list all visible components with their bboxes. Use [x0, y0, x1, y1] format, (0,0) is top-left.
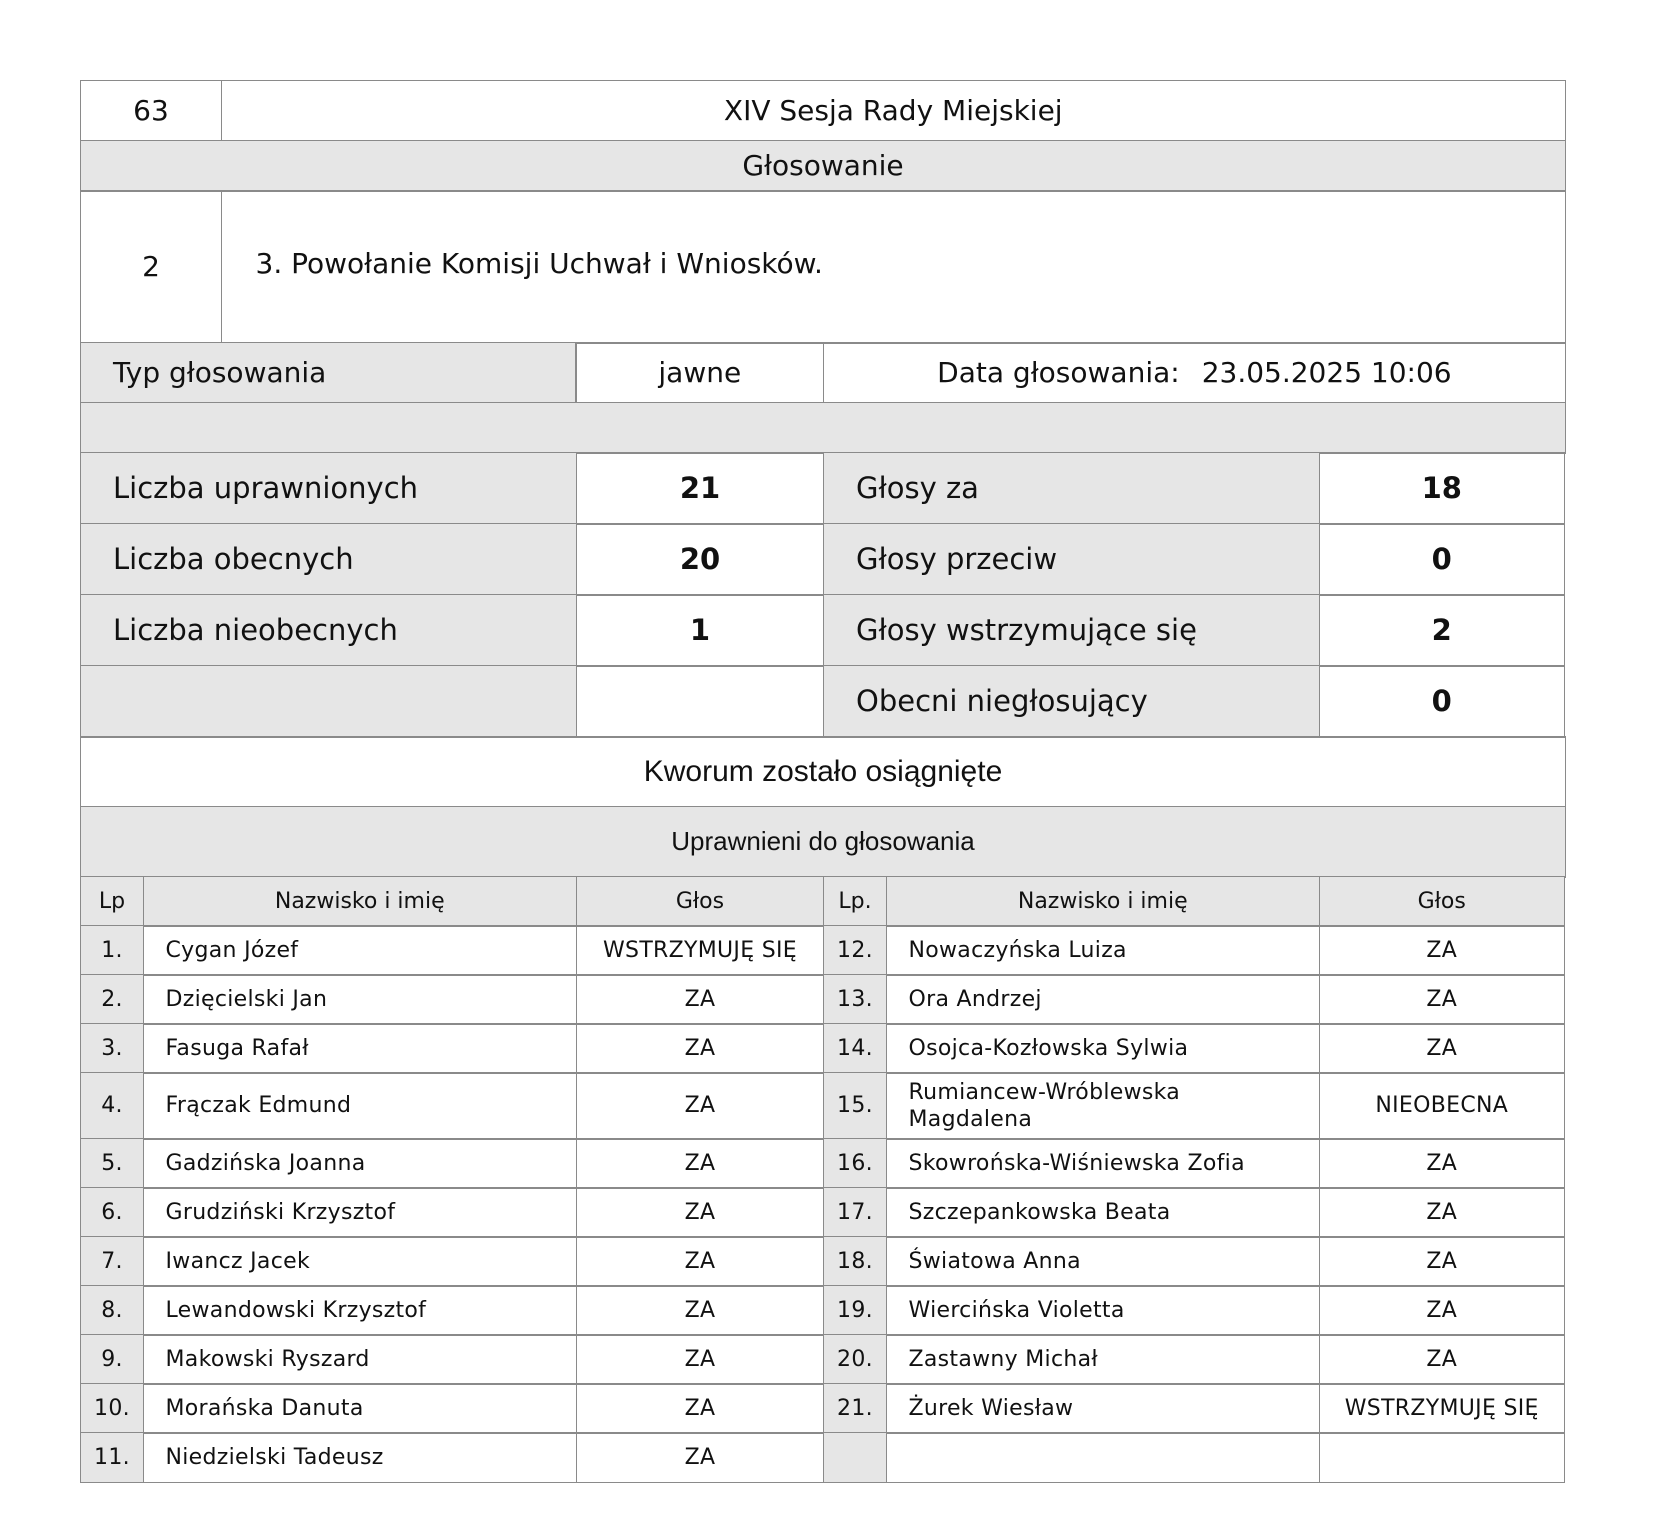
- voter-name: Morańska Danuta: [143, 1383, 578, 1434]
- stats-row-1: [80, 452, 1566, 523]
- voter-lp: 16.: [823, 1138, 887, 1189]
- table-row: [80, 1023, 1566, 1072]
- voter-lp: 6.: [80, 1187, 144, 1238]
- voter-name: Cygan Józef: [143, 925, 578, 976]
- voter-vote: ZA: [1319, 925, 1566, 976]
- voter-vote: WSTRZYMUJĘ SIĘ: [576, 925, 825, 976]
- against-value: 0: [1319, 523, 1566, 596]
- table-row: [80, 925, 1566, 974]
- table-row: [80, 1236, 1566, 1285]
- voter-name: Ora Andrzej: [886, 974, 1321, 1025]
- blank-band: [80, 402, 1566, 454]
- present-label: Liczba obecnych: [80, 523, 577, 596]
- voter-name: Żurek Wiesław: [886, 1383, 1321, 1434]
- voter-lp: 1.: [80, 925, 144, 976]
- section-row: [80, 140, 1566, 190]
- vote-type-row: [80, 342, 1566, 402]
- voter-vote: ZA: [1319, 1334, 1566, 1385]
- present-value: 20: [576, 523, 825, 596]
- voter-vote: ZA: [1319, 1138, 1566, 1189]
- eligible-label: Liczba uprawnionych: [80, 452, 577, 525]
- voter-name: Frączak Edmund: [143, 1072, 578, 1140]
- vote-date-label: Data głosowania:: [937, 356, 1180, 390]
- voter-lp: 14.: [823, 1023, 887, 1074]
- session-number: 63: [80, 80, 222, 142]
- quorum-text: Kworum zostało osiągnięte: [80, 736, 1566, 808]
- table-row: [80, 1285, 1566, 1334]
- voter-name: Fasuga Rafał: [143, 1023, 578, 1074]
- session-title: XIV Sesja Rady Miejskiej: [221, 80, 1567, 142]
- voter-lp: 11.: [80, 1432, 144, 1483]
- voter-vote: ZA: [1319, 1023, 1566, 1074]
- voter-vote: ZA: [576, 1285, 825, 1336]
- voter-lp: 17.: [823, 1187, 887, 1238]
- voter-vote: ZA: [576, 1072, 825, 1140]
- voter-lp: 5.: [80, 1138, 144, 1189]
- not-voting-label: Obecni niegłosujący: [823, 665, 1320, 738]
- voter-vote: NIEOBECNA: [1319, 1072, 1566, 1140]
- voter-lp: 20.: [823, 1334, 887, 1385]
- voter-lp: 8.: [80, 1285, 144, 1336]
- voter-name: Lewandowski Krzysztof: [143, 1285, 578, 1336]
- voters-column-headers: [80, 876, 1566, 925]
- voter-lp-empty: [823, 1432, 887, 1483]
- voter-name: Wiercińska Violetta: [886, 1285, 1321, 1336]
- voter-name: Makowski Ryszard: [143, 1334, 578, 1385]
- voters-heading-row: [80, 806, 1566, 876]
- section-label: Głosowanie: [80, 140, 1566, 192]
- voter-name: Osojca-Kozłowska Sylwia: [886, 1023, 1321, 1074]
- header-row: [80, 80, 1566, 140]
- stats-row-2: [80, 523, 1566, 594]
- col-lp-right: Lp.: [823, 876, 887, 927]
- voter-lp: 18.: [823, 1236, 887, 1287]
- stats-row-4: [80, 665, 1566, 736]
- voter-name-empty: [886, 1432, 1321, 1483]
- absent-value: 1: [576, 594, 825, 667]
- agenda-number: 2: [80, 190, 222, 344]
- voter-lp: 21.: [823, 1383, 887, 1434]
- voter-vote: ZA: [576, 974, 825, 1025]
- vote-date: [823, 342, 1566, 404]
- voter-vote: ZA: [1319, 1285, 1566, 1336]
- against-label: Głosy przeciw: [823, 523, 1320, 596]
- voter-name: Zastawny Michał: [886, 1334, 1321, 1385]
- voter-name: Szczepankowska Beata: [886, 1187, 1321, 1238]
- table-row: [80, 1138, 1566, 1187]
- for-value: 18: [1319, 452, 1566, 525]
- table-row: [80, 1187, 1566, 1236]
- voter-vote: ZA: [576, 1138, 825, 1189]
- voter-lp: 2.: [80, 974, 144, 1025]
- voter-vote: ZA: [576, 1236, 825, 1287]
- voter-lp: 4.: [80, 1072, 144, 1140]
- voting-report: [80, 80, 1566, 1481]
- col-vote-right: Głos: [1319, 876, 1566, 927]
- table-row: [80, 1432, 1566, 1481]
- empty-value-cell: [576, 665, 825, 738]
- voter-name: Niedzielski Tadeusz: [143, 1432, 578, 1483]
- voter-vote: WSTRZYMUJĘ SIĘ: [1319, 1383, 1566, 1434]
- voter-lp: 12.: [823, 925, 887, 976]
- voter-vote: ZA: [576, 1334, 825, 1385]
- voter-lp: 15.: [823, 1072, 887, 1140]
- voter-lp: 13.: [823, 974, 887, 1025]
- agenda-row: [80, 190, 1566, 342]
- voter-name: Dzięcielski Jan: [143, 974, 578, 1025]
- voter-vote: ZA: [576, 1383, 825, 1434]
- not-voting-value: 0: [1319, 665, 1566, 738]
- voter-vote: ZA: [576, 1023, 825, 1074]
- for-label: Głosy za: [823, 452, 1320, 525]
- voter-vote: ZA: [576, 1187, 825, 1238]
- voter-vote: ZA: [1319, 974, 1566, 1025]
- table-row: [80, 1383, 1566, 1432]
- agenda-item-text: 3. Powołanie Komisji Uchwał i Wniosków.: [221, 190, 1567, 344]
- table-row: [80, 1334, 1566, 1383]
- col-name-left: Nazwisko i imię: [143, 876, 578, 927]
- voter-lp: 3.: [80, 1023, 144, 1074]
- voter-name: Nowaczyńska Luiza: [886, 925, 1321, 976]
- abstain-label: Głosy wstrzymujące się: [823, 594, 1320, 667]
- table-row: [80, 974, 1566, 1023]
- voter-lp: 9.: [80, 1334, 144, 1385]
- quorum-row: [80, 736, 1566, 806]
- voter-name: Światowa Anna: [886, 1236, 1321, 1287]
- voter-vote: ZA: [576, 1432, 825, 1483]
- voters-heading: Uprawnieni do głosowania: [80, 806, 1566, 878]
- absent-label: Liczba nieobecnych: [80, 594, 577, 667]
- vote-date-value: 23.05.2025 10:06: [1201, 356, 1452, 390]
- stats-row-3: [80, 594, 1566, 665]
- blank-gray-row: [80, 402, 1566, 452]
- abstain-value: 2: [1319, 594, 1566, 667]
- eligible-value: 21: [576, 452, 825, 525]
- vote-type-value: jawne: [575, 342, 824, 404]
- col-lp-left: Lp: [80, 876, 144, 927]
- voter-name: Rumiancew-Wróblewska Magdalena: [886, 1072, 1321, 1140]
- voter-vote-empty: [1319, 1432, 1566, 1483]
- voter-name: Gadzińska Joanna: [143, 1138, 578, 1189]
- voter-vote: ZA: [1319, 1236, 1566, 1287]
- voter-name: Skowrońska-Wiśniewska Zofia: [886, 1138, 1321, 1189]
- voter-name: Iwancz Jacek: [143, 1236, 578, 1287]
- voter-lp: 10.: [80, 1383, 144, 1434]
- col-name-right: Nazwisko i imię: [886, 876, 1321, 927]
- voter-lp: 7.: [80, 1236, 144, 1287]
- voter-name: Grudziński Krzysztof: [143, 1187, 578, 1238]
- table-row: [80, 1072, 1566, 1138]
- col-vote-left: Głos: [576, 876, 825, 927]
- vote-type-label: Typ głosowania: [80, 342, 577, 404]
- voter-lp: 19.: [823, 1285, 887, 1336]
- empty-label-cell: [80, 665, 577, 738]
- voter-vote: ZA: [1319, 1187, 1566, 1238]
